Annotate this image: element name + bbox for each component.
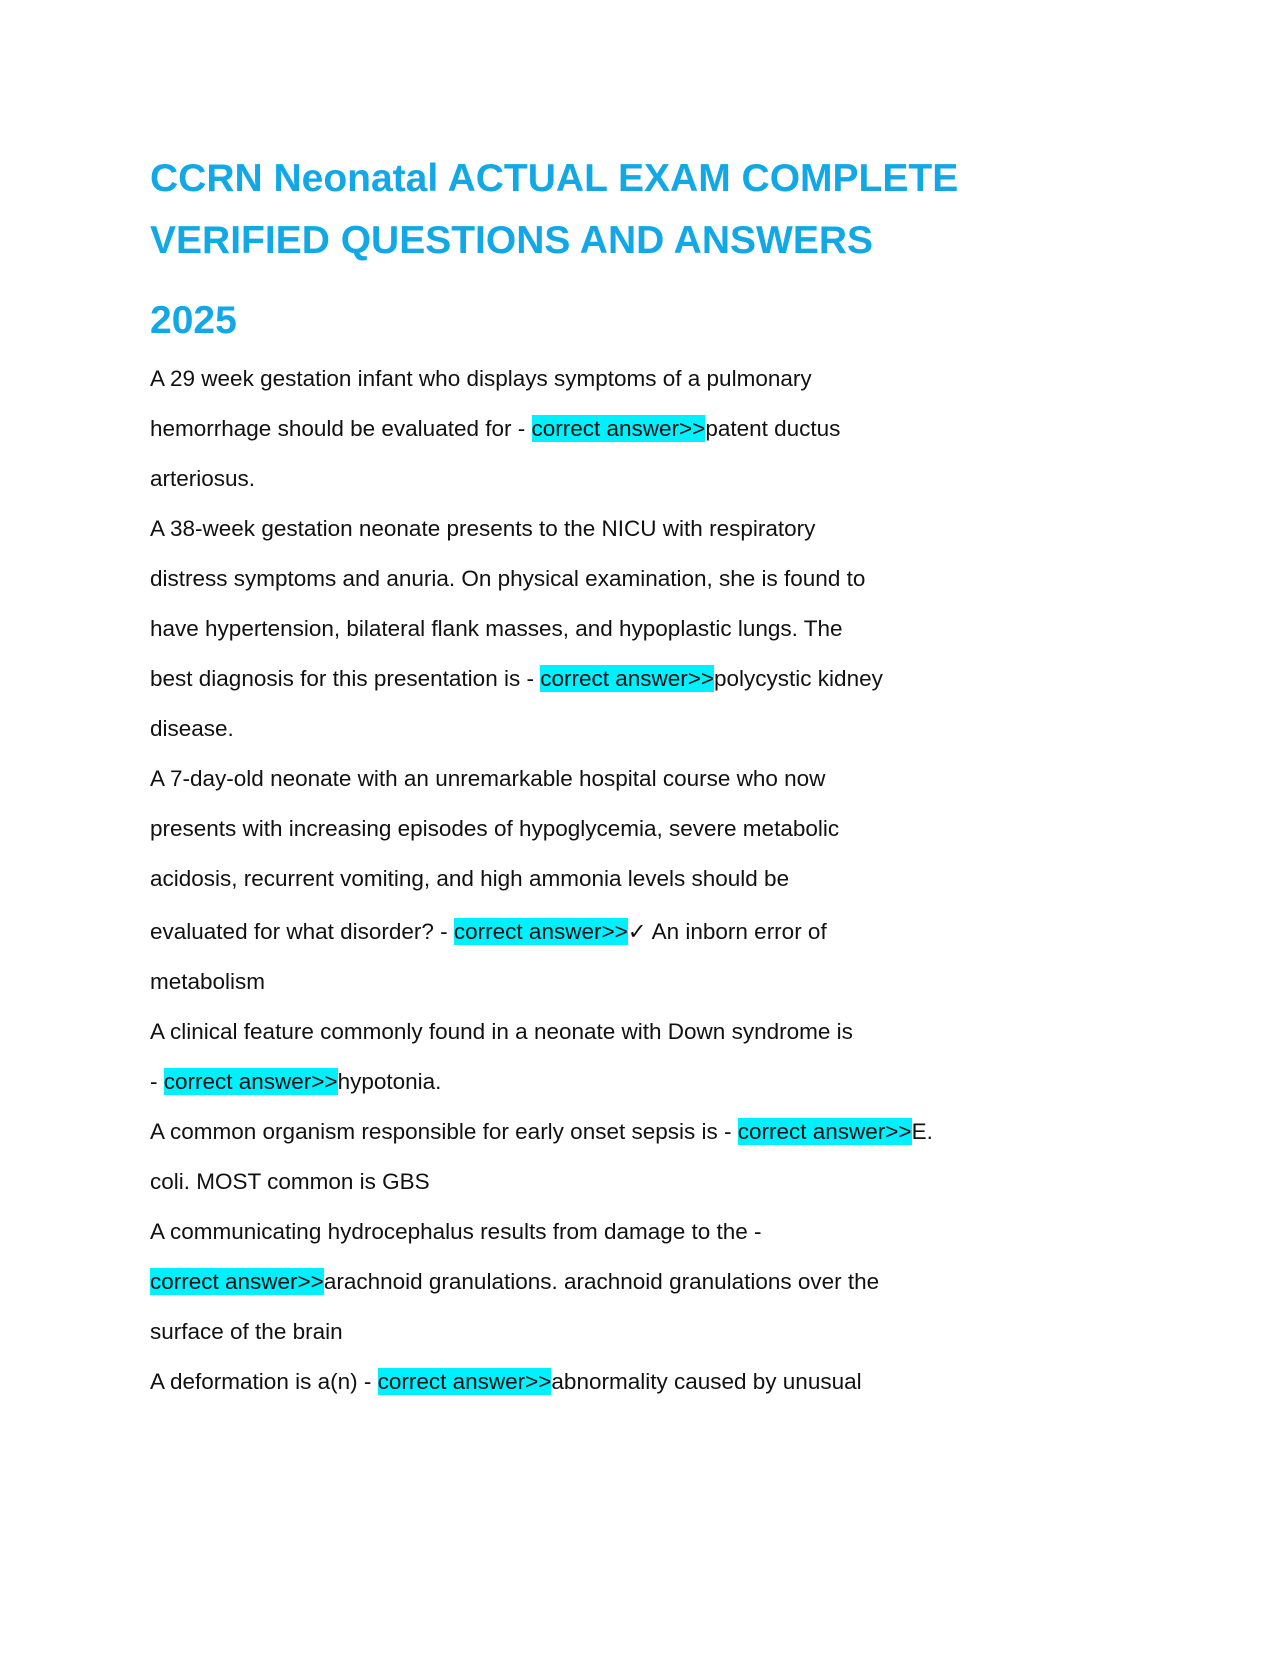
answer-marker-3: correct answer>> — [453, 919, 628, 944]
q6-line-1: A communicating hydrocephalus results from damage to the - — [150, 1219, 762, 1244]
q7-answer: abnormality caused by unusual — [551, 1369, 862, 1394]
q2-line-5: disease. — [150, 716, 234, 741]
q4-question-end: - — [150, 1069, 164, 1094]
q5-line-2: coli. MOST common is GBS — [150, 1169, 430, 1194]
q3-answer: ✓ An inborn error of — [627, 919, 827, 944]
q2-line-3: have hypertension, bilateral flank masses, and hypoplastic lungs. The — [150, 616, 843, 641]
q6-line-3: surface of the brain — [150, 1319, 343, 1344]
q1-line-2 — [150, 414, 840, 444]
q5-line-1 — [150, 1117, 933, 1147]
q6-answer: arachnoid granulations. arachnoid granulations over the — [323, 1269, 880, 1294]
q3-line-2: presents with increasing episodes of hypoglycemia, severe metabolic — [150, 816, 840, 841]
q1-answer: patent ductus — [705, 416, 841, 441]
document-title — [150, 148, 1050, 352]
q4-line-1: A clinical feature commonly found in a neonate with Down syndrome is — [150, 1019, 853, 1044]
q3-line-5: metabolism — [150, 969, 266, 994]
q3-line-3: acidosis, recurrent vomiting, and high ammonia levels should be — [150, 866, 790, 891]
q5-answer: E. — [911, 1119, 933, 1144]
q2-line-1: A 38-week gestation neonate presents to the NICU with respiratory — [150, 516, 816, 541]
answer-marker-5: correct answer>> — [737, 1119, 912, 1144]
answer-marker-6: correct answer>> — [150, 1269, 324, 1294]
q6-line-2 — [150, 1267, 879, 1297]
q3-line-4 — [150, 917, 827, 947]
q2-answer: polycystic kidney — [714, 666, 883, 691]
q2-line-4 — [150, 664, 883, 694]
q1-question-end: hemorrhage should be evaluated for - — [150, 416, 532, 441]
q4-line-2 — [150, 1067, 441, 1097]
title-line-1: CCRN Neonatal ACTUAL EXAM COMPLETE — [150, 157, 959, 200]
q4-answer: hypotonia. — [337, 1069, 442, 1094]
q1-line-3: arteriosus. — [150, 466, 256, 491]
q5-question: A common organism responsible for early onset sepsis is - — [150, 1119, 738, 1144]
answer-marker-4: correct answer>> — [163, 1069, 338, 1094]
q1-line-1: A 29 week gestation infant who displays symptoms of a pulmonary — [150, 366, 812, 391]
q3-line-1: A 7-day-old neonate with an unremarkable hospital course who now — [150, 766, 826, 791]
q2-question-end: best diagnosis for this presentation is - — [150, 666, 541, 691]
title-year: 2025 — [150, 299, 237, 342]
answer-marker-1: correct answer>> — [531, 416, 706, 441]
answer-marker-7: correct answer>> — [377, 1369, 552, 1394]
q7-line-1 — [150, 1367, 862, 1397]
title-line-2: VERIFIED QUESTIONS AND ANSWERS — [150, 219, 874, 262]
answer-marker-2: correct answer>> — [540, 666, 715, 691]
q7-question: A deformation is a(n) - — [150, 1369, 378, 1394]
q2-line-2: distress symptoms and anuria. On physical examination, she is found to — [150, 566, 866, 591]
q3-question-end: evaluated for what disorder? - — [150, 919, 454, 944]
